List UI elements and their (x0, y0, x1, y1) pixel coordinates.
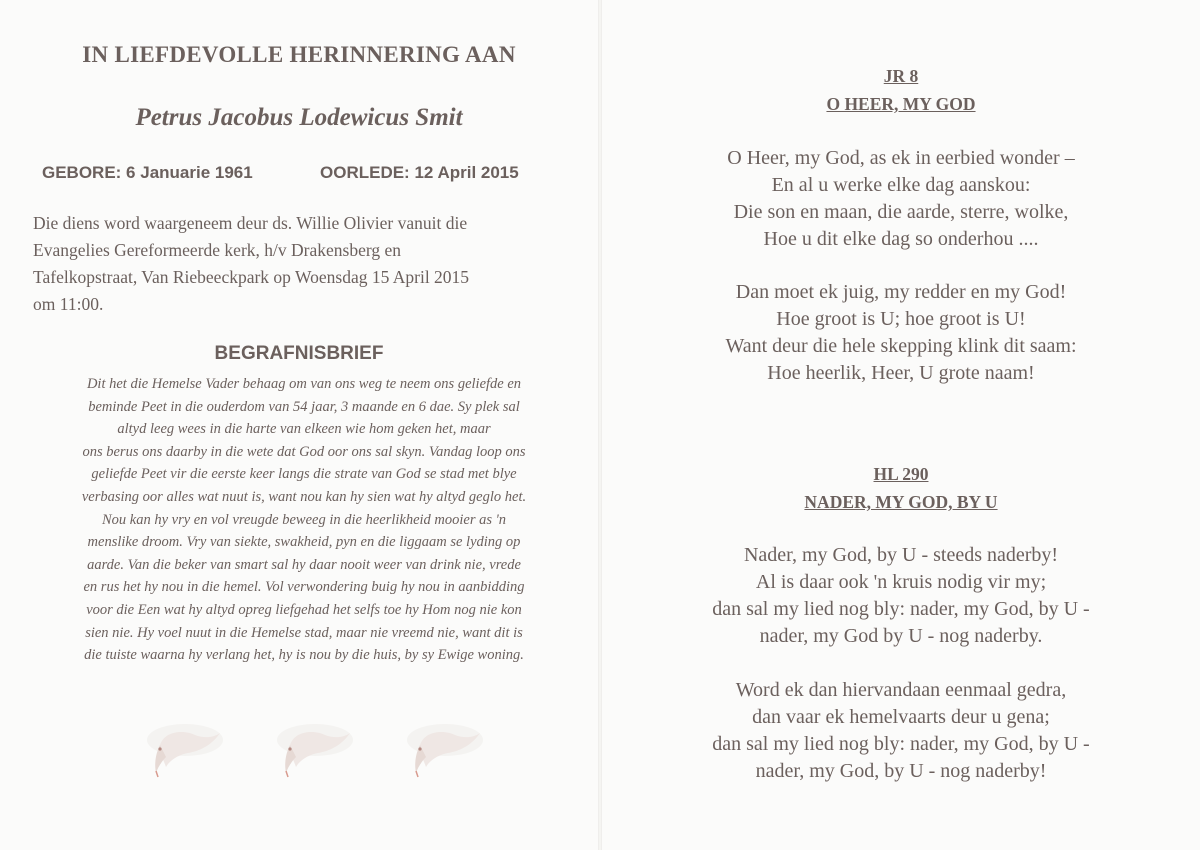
lyric-line: Dan moet ek juig, my redder en my God! (735, 281, 1067, 303)
lyric-line: En al u werke elke dag aanskou: (771, 174, 1031, 196)
lyric-line: O Heer, my God, as ek in eerbied wonder – (727, 147, 1075, 169)
letter-line: sien nie. Hy voel nuut in die Hemelse stad, maar nie vreemd nie, want dit is (85, 624, 523, 641)
service-line: Tafelkopstraat, Van Riebeeckpark op Woensdag 15 April 2015 (33, 267, 470, 287)
lyric-line: Die son en maan, die aarde, sterre, wolke, (733, 201, 1069, 223)
dove-icon (390, 705, 490, 795)
funeral-letter-text (28, 373, 580, 667)
letter-line: voor die Een wat hy altyd opreg liefgehad het selfs toe hy Hom nog nie kon (86, 601, 522, 618)
lyric-line: dan vaar ek hemelvaarts deur u gena; (752, 706, 1050, 728)
lyric-line: Want deur die hele skepping klink dit saam: (725, 335, 1077, 357)
dove-decoration (110, 705, 510, 795)
lyric-line: dan sal my lied nog bly: nader, my God, by U - (712, 598, 1090, 620)
lyric-line: nader, my God, by U - nog naderby! (755, 760, 1047, 782)
hymn1-title: O HEER, MY GOD (826, 94, 976, 114)
hymn2-title: NADER, MY GOD, BY U (804, 492, 998, 512)
lyric-line: Hoe u dit elke dag so onderhou .... (763, 228, 1039, 250)
letter-line: Dit het die Hemelse Vader behaag om van ons weg te neem ons geliefde en (86, 376, 522, 392)
hymn1-verse2 (602, 279, 1200, 387)
letter-line: altyd leeg wees in die harte van elkeen wie hom geken het, maar (117, 421, 491, 438)
hymn2-verse1 (602, 542, 1200, 650)
lyric-line: Nader, my God, by U - steeds naderby! (743, 544, 1059, 566)
service-line: om 11:00. (33, 294, 104, 314)
letter-line: aarde. Van die beker van smart sal hy daar nooit weer van drink nie, vrede (87, 556, 521, 573)
service-line: Die diens word waargeneem deur ds. Willie Olivier vanuit die (33, 213, 468, 233)
lyric-line: Hoe groot is U; hoe groot is U! (776, 308, 1026, 330)
lyric-line: dan sal my lied nog bly: nader, my God, by U - (712, 733, 1090, 755)
lyric-line: Al is daar ook 'n kruis nodig vir my; (755, 571, 1047, 593)
letter-line: en rus het hy nou in die hemel. Vol verwondering buig hy nou in aanbidding (83, 579, 525, 596)
lyric-line: Word ek dan hiervandaan eenmaal gedra, (735, 679, 1067, 701)
letter-line: die tuiste waarna hy verlang het, hy is nou by die huis, by sy Ewige woning. (84, 647, 524, 664)
lyric-line: nader, my God by U - nog naderby. (759, 625, 1043, 647)
dove-icon (260, 705, 360, 795)
birth-date: GEBORE: 6 Januarie 1961 (42, 163, 253, 182)
service-line: Evangelies Gereformeerde kerk, h/v Drakensberg en (33, 240, 401, 260)
dove-icon (130, 705, 230, 795)
service-details (33, 210, 563, 318)
letter-line: menslike droom. Vry van siekte, swakheid, pyn en die liggaam se lyding op (87, 534, 521, 551)
funeral-letter-title: BEGRAFNISBRIEF (214, 343, 384, 364)
letter-line: beminde Peet in die ouderdom van 54 jaar, 3 maande en 6 dae. Sy plek sal (88, 398, 520, 415)
hymn2-verse2 (602, 677, 1200, 785)
memorial-heading: IN LIEFDEVOLLE HERINNERING AAN (82, 42, 516, 67)
hymn1-number: JR 8 (883, 66, 919, 86)
deceased-name: Petrus Jacobus Lodewicus Smit (135, 104, 463, 131)
letter-line: ons berus ons daarby in die wete dat God oor ons sal skyn. Vandag loop ons (82, 443, 526, 460)
letter-line: verbasing oor alles wat nuut is, want nou kan hy sien wat hy altyd geglo het. (81, 488, 527, 505)
lyric-line: Hoe heerlik, Heer, U grote naam! (767, 362, 1035, 384)
hymn2-number: HL 290 (873, 464, 929, 484)
letter-line: Nou kan hy vry en vol vreugde beweeg in die heerlikheid mooier as 'n (101, 511, 506, 528)
death-date: OORLEDE: 12 April 2015 (320, 163, 519, 182)
letter-line: geliefde Peet vir die eerste keer langs die strate van God se stad met blye (91, 466, 517, 483)
hymn1-verse1 (602, 145, 1200, 253)
